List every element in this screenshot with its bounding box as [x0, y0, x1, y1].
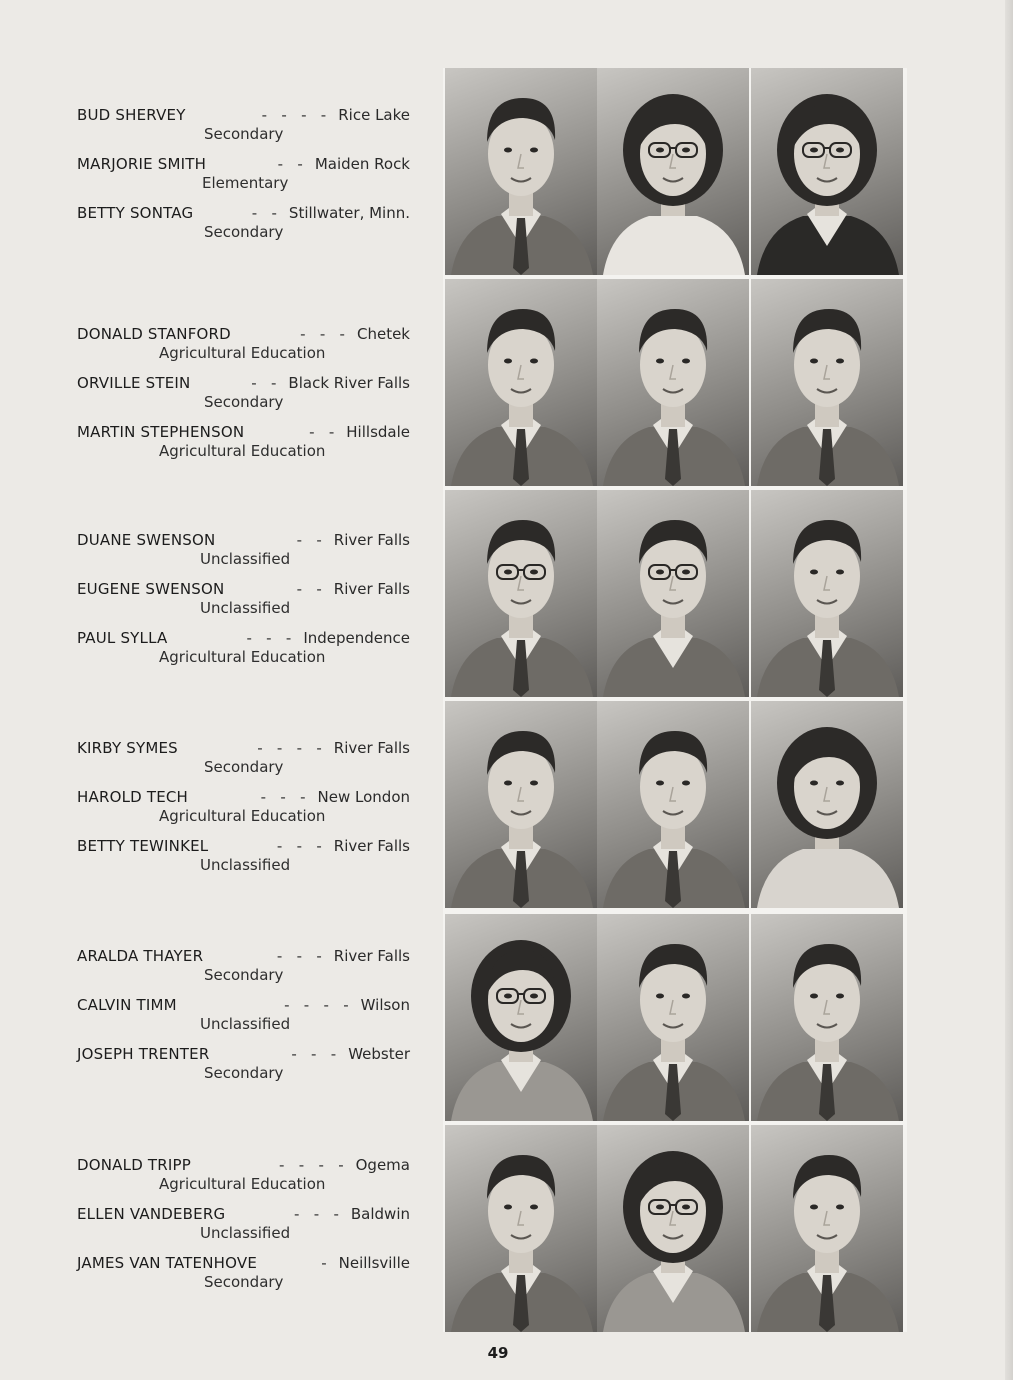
student-name: BUD SHERVEY — [77, 106, 186, 124]
portrait-illustration — [597, 490, 749, 697]
student-name: MARTIN STEPHENSON — [77, 423, 245, 441]
student-entry — [77, 836, 410, 880]
student-curriculum: Secondary — [204, 125, 284, 143]
student-name: ELLEN VANDEBERG — [77, 1205, 226, 1223]
student-name: HAROLD TECH — [77, 788, 189, 806]
student-hometown: Rice Lake — [338, 106, 410, 124]
portrait-illustration — [597, 1125, 749, 1332]
page-edge-shadow — [1005, 0, 1013, 1380]
names-column — [77, 0, 412, 1380]
student-hometown: Independence — [303, 629, 410, 647]
leader-dashes: - - — [296, 580, 322, 598]
student-curriculum: Unclassified — [200, 1015, 291, 1033]
student-hometown: River Falls — [333, 739, 410, 757]
student-hometown: River Falls — [333, 837, 410, 855]
portrait-illustration — [597, 68, 749, 275]
student-portrait-photo — [445, 1125, 597, 1332]
student-portrait-photo — [597, 701, 749, 908]
student-curriculum: Agricultural Education — [159, 344, 326, 362]
student-name: PAUL SYLLA — [77, 629, 168, 647]
entry-line — [77, 836, 410, 856]
student-hometown: Chetek — [356, 325, 410, 343]
student-curriculum: Agricultural Education — [159, 807, 326, 825]
student-name: ARALDA THAYER — [77, 947, 204, 965]
entry-line — [77, 530, 410, 550]
portrait-illustration — [445, 1125, 597, 1332]
student-entry — [77, 579, 410, 623]
entry-line — [77, 579, 410, 599]
entry-line — [77, 1204, 410, 1224]
student-entry — [77, 787, 410, 831]
student-portrait-photo — [597, 68, 749, 275]
leader-dashes: - - — [277, 155, 303, 173]
student-curriculum: Secondary — [204, 393, 284, 411]
portrait-illustration — [445, 68, 597, 275]
leader-dashes: - - — [309, 423, 335, 441]
student-name: DUANE SWENSON — [77, 531, 216, 549]
portrait-illustration — [751, 701, 903, 908]
student-curriculum: Unclassified — [200, 856, 291, 874]
leader-dashes: - - - — [294, 1205, 339, 1223]
student-entry — [77, 628, 410, 672]
portrait-illustration — [751, 1125, 903, 1332]
student-hometown: River Falls — [333, 580, 410, 598]
student-entry — [77, 995, 410, 1039]
student-entry — [77, 324, 410, 368]
entry-line — [77, 324, 410, 344]
leader-dashes: - — [321, 1254, 327, 1272]
student-hometown: Webster — [348, 1045, 410, 1063]
entry-line — [77, 422, 410, 442]
student-portrait-photo — [751, 1125, 903, 1332]
portrait-illustration — [751, 279, 903, 486]
entry-line — [77, 105, 410, 125]
student-portrait-photo — [445, 279, 597, 486]
student-entry — [77, 422, 410, 466]
portrait-illustration — [597, 279, 749, 486]
student-name: DONALD STANFORD — [77, 325, 231, 343]
student-curriculum: Secondary — [204, 1064, 284, 1082]
student-entry — [77, 105, 410, 149]
student-curriculum: Unclassified — [200, 550, 291, 568]
entry-line — [77, 995, 410, 1015]
portrait-illustration — [597, 701, 749, 908]
leader-dashes: - - - - — [261, 106, 327, 124]
student-entry — [77, 530, 410, 574]
entry-line — [77, 154, 410, 174]
entry-line — [77, 946, 410, 966]
leader-dashes: - - — [251, 204, 277, 222]
student-entry — [77, 1204, 410, 1248]
portrait-illustration — [445, 279, 597, 486]
student-curriculum: Agricultural Education — [159, 648, 326, 666]
student-name: CALVIN TIMM — [77, 996, 177, 1014]
leader-dashes: - - - — [291, 1045, 337, 1063]
student-hometown: Wilson — [360, 996, 410, 1014]
student-curriculum: Secondary — [204, 758, 284, 776]
student-name: EUGENE SWENSON — [77, 580, 225, 598]
student-entry — [77, 1044, 410, 1088]
leader-dashes: - - - - — [279, 1156, 344, 1174]
entry-line — [77, 1253, 410, 1273]
student-portrait-photo — [445, 914, 597, 1121]
student-hometown: River Falls — [333, 947, 410, 965]
student-entry — [77, 154, 410, 198]
student-name: BETTY TEWINKEL — [77, 837, 209, 855]
student-hometown: Neillsville — [338, 1254, 410, 1272]
student-hometown: Ogema — [355, 1156, 410, 1174]
leader-dashes: - - - - — [257, 739, 322, 757]
leader-dashes: - - — [296, 531, 322, 549]
portrait-illustration — [445, 701, 597, 908]
student-hometown: New London — [317, 788, 410, 806]
leader-dashes: - - - — [260, 788, 306, 806]
student-curriculum: Agricultural Education — [159, 1175, 326, 1193]
student-portrait-photo — [751, 701, 903, 908]
student-portrait-photo — [445, 68, 597, 275]
entry-line — [77, 1155, 410, 1175]
entry-line — [77, 373, 410, 393]
student-name: MARJORIE SMITH — [77, 155, 207, 173]
entry-line — [77, 738, 410, 758]
student-entry — [77, 1155, 410, 1199]
entry-line — [77, 628, 410, 648]
student-hometown: Maiden Rock — [314, 155, 410, 173]
student-portrait-photo — [445, 701, 597, 908]
student-curriculum: Unclassified — [200, 599, 291, 617]
portrait-illustration — [597, 914, 749, 1121]
entry-line — [77, 203, 410, 223]
student-entry — [77, 946, 410, 990]
student-portrait-photo — [751, 914, 903, 1121]
student-name: KIRBY SYMES — [77, 739, 178, 757]
student-hometown: Black River Falls — [288, 374, 410, 392]
student-curriculum: Unclassified — [200, 1224, 291, 1242]
portrait-illustration — [751, 490, 903, 697]
student-name: JAMES VAN TATENHOVE — [77, 1254, 257, 1272]
student-curriculum: Agricultural Education — [159, 442, 326, 460]
student-entry — [77, 203, 410, 247]
portrait-illustration — [751, 68, 903, 275]
student-portrait-photo — [597, 914, 749, 1121]
student-portrait-photo — [445, 490, 597, 697]
leader-dashes: - - - — [276, 837, 322, 855]
leader-dashes: - - - — [246, 629, 292, 647]
student-name: ORVILLE STEIN — [77, 374, 191, 392]
student-hometown: Hillsdale — [346, 423, 410, 441]
entry-line — [77, 787, 410, 807]
student-entry — [77, 373, 410, 417]
portrait-illustration — [445, 490, 597, 697]
student-name: BETTY SONTAG — [77, 204, 194, 222]
student-curriculum: Secondary — [204, 1273, 284, 1291]
student-hometown: Baldwin — [350, 1205, 410, 1223]
student-portrait-photo — [597, 490, 749, 697]
photo-grid — [443, 68, 907, 1332]
portrait-illustration — [445, 914, 597, 1121]
student-hometown: River Falls — [333, 531, 410, 549]
student-portrait-photo — [751, 279, 903, 486]
student-name: DONALD TRIPP — [77, 1156, 192, 1174]
leader-dashes: - - - - — [284, 996, 349, 1014]
student-curriculum: Elementary — [202, 174, 289, 192]
student-portrait-photo — [751, 68, 903, 275]
leader-dashes: - - - — [276, 947, 322, 965]
student-curriculum: Secondary — [204, 223, 284, 241]
portrait-illustration — [751, 914, 903, 1121]
leader-dashes: - - - — [300, 325, 345, 343]
student-portrait-photo — [597, 279, 749, 486]
page-number: 49 — [487, 1344, 509, 1362]
student-portrait-photo — [751, 490, 903, 697]
student-entry — [77, 738, 410, 782]
student-entry — [77, 1253, 410, 1297]
entry-line — [77, 1044, 410, 1064]
student-curriculum: Secondary — [204, 966, 284, 984]
student-portrait-photo — [597, 1125, 749, 1332]
leader-dashes: - - — [251, 374, 277, 392]
student-name: JOSEPH TRENTER — [77, 1045, 210, 1063]
student-hometown: Stillwater, Minn. — [288, 204, 410, 222]
